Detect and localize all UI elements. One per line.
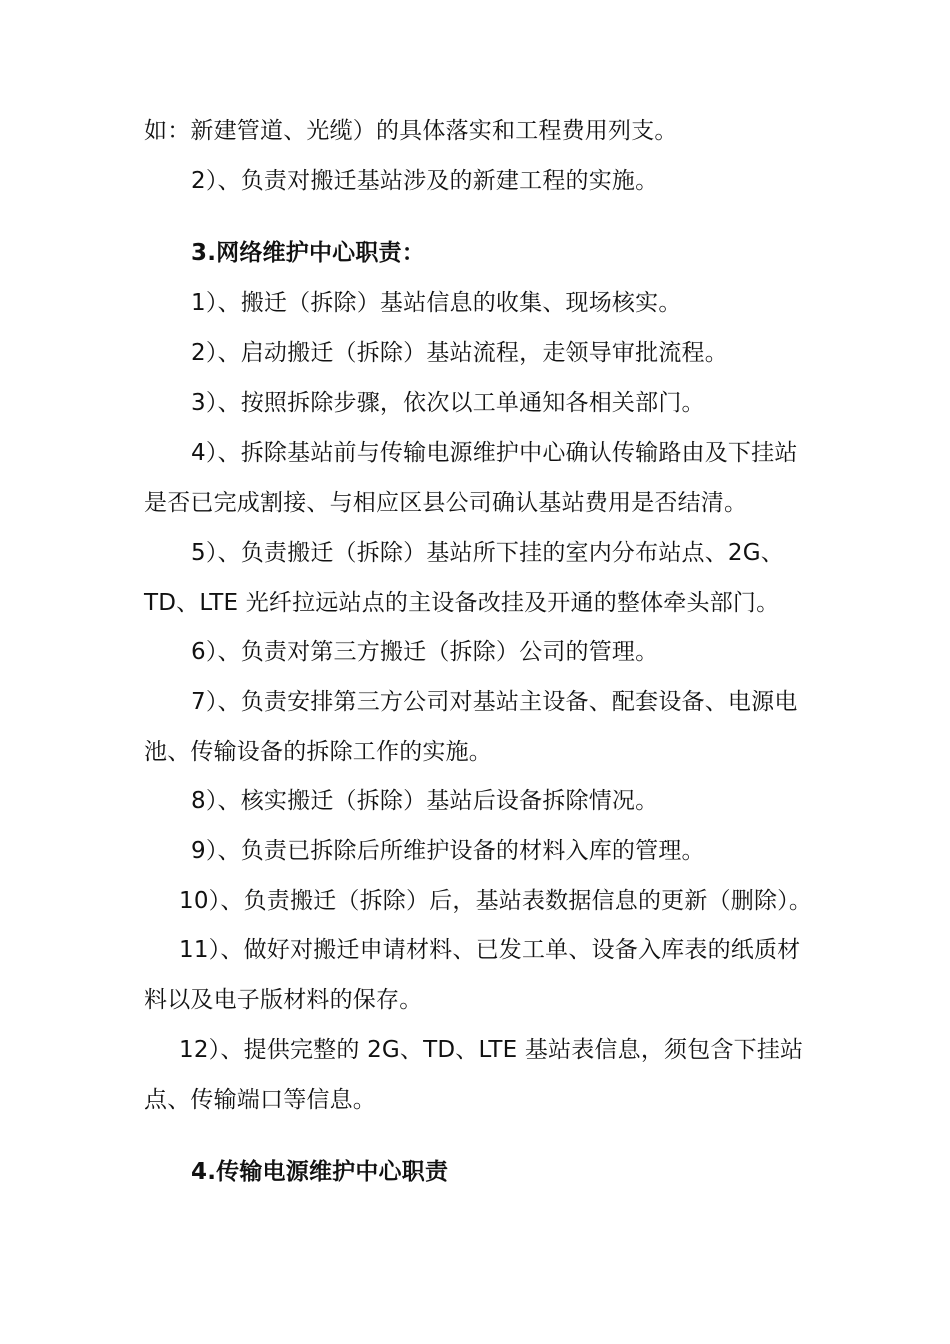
text-line: 如：新建管道、光缆）的具体落实和工程费用列支。 [144,118,678,144]
list-item-continuation: 池、传输设备的拆除工作的实施。 [144,739,492,765]
list-item: 5）、负责搬迁（拆除）基站所下挂的室内分布站点、2G、 [191,540,784,566]
list-item: 1）、搬迁（拆除）基站信息的收集、现场核实。 [191,290,682,316]
list-item-continuation: 料以及电子版材料的保存。 [144,987,423,1013]
section-heading: 3.网络维护中心职责： [191,240,425,266]
section-heading: 4.传输电源维护中心职责 [191,1159,449,1185]
list-item: 7）、负责安排第三方公司对基站主设备、配套设备、电源电 [191,689,798,715]
list-item-continuation: 是否已完成割接、与相应区县公司确认基站费用是否结清。 [144,490,748,516]
list-item: 4）、拆除基站前与传输电源维护中心确认传输路由及下挂站 [191,440,798,466]
list-item: 3）、按照拆除步骤，依次以工单通知各相关部门。 [191,390,705,416]
list-item: 9）、负责已拆除后所维护设备的材料入库的管理。 [191,838,705,864]
list-item: 2）、启动搬迁（拆除）基站流程，走领导审批流程。 [191,340,728,366]
list-item-continuation: TD、LTE 光纤拉远站点的主设备改挂及开通的整体牵头部门。 [144,590,780,616]
list-item: 10）、负责搬迁（拆除）后，基站表数据信息的更新（删除）。 [179,888,813,914]
list-item: 6）、负责对第三方搬迁（拆除）公司的管理。 [191,639,659,665]
list-item-continuation: 点、传输端口等信息。 [144,1087,376,1113]
list-item: 8）、核实搬迁（拆除）基站后设备拆除情况。 [191,788,659,814]
list-item: 12）、提供完整的 2G、TD、LTE 基站表信息，须包含下挂站 [179,1037,804,1063]
list-item: 2）、负责对搬迁基站涉及的新建工程的实施。 [191,168,659,194]
list-item: 11）、做好对搬迁申请材料、已发工单、设备入库表的纸质材 [179,937,801,963]
